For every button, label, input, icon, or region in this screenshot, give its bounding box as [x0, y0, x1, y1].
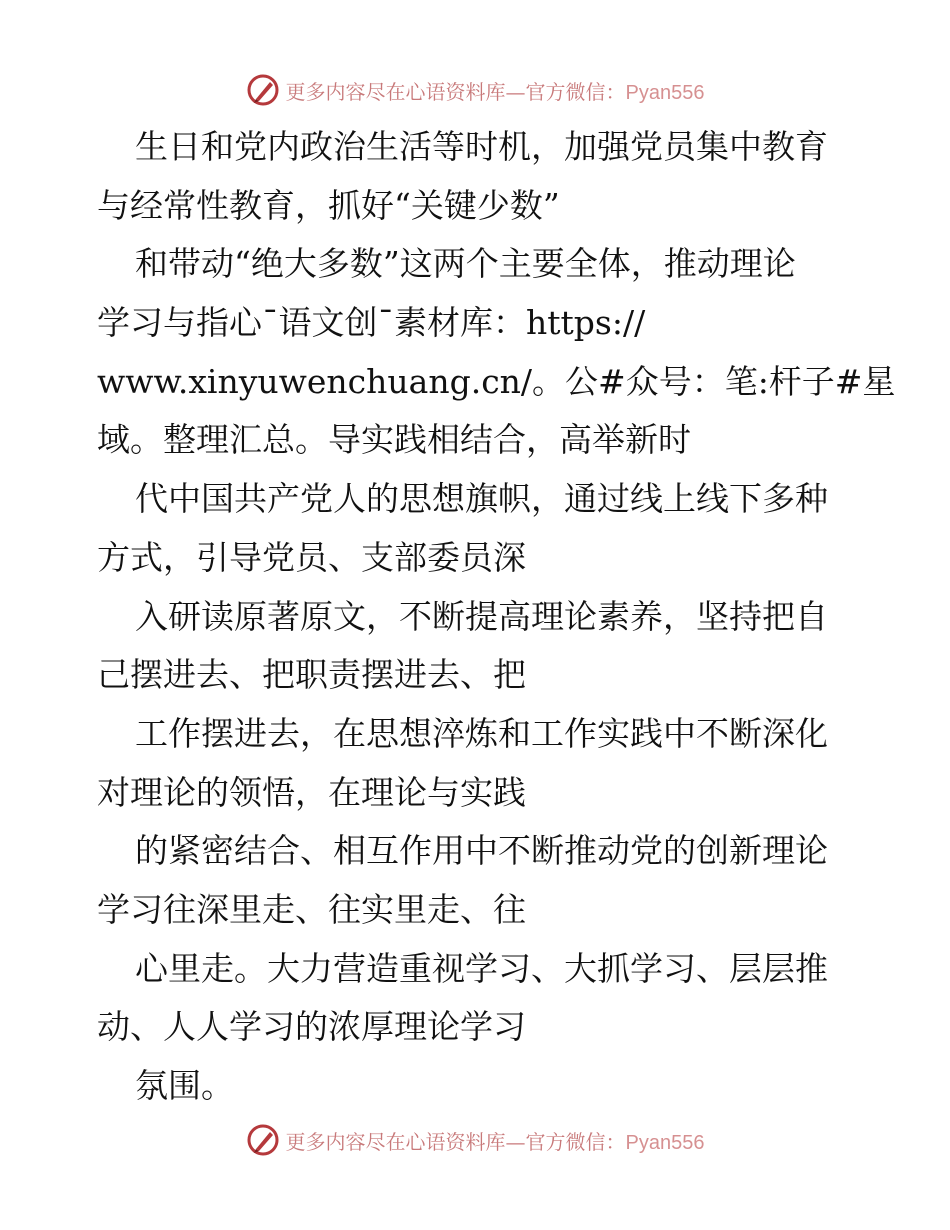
text-line: 方式，引导党员、支部委员深 [97, 537, 526, 577]
header-watermark [0, 70, 950, 110]
watermark-text: 更多内容尽在心语资料库—官方微信：Pyan556 [285, 79, 705, 104]
text-line: www.xinyuwenchuang.cn/。公#众号：笔:杆子#星 [97, 361, 896, 401]
text-line: 入研读原著原文，不断提高理论素养，坚持把自 [135, 596, 828, 636]
pen-logo-icon [246, 73, 280, 107]
text-line: 的紧密结合、相互作用中不断推动党的创新理论 [135, 831, 828, 871]
footer-watermark [0, 1120, 950, 1160]
text-line: 和带动“绝大多数”这两个主要全体，推动理论 [135, 244, 796, 284]
pen-logo-icon [246, 1123, 280, 1157]
text-line: 学习往深里走、往实里走、往 [97, 889, 526, 929]
text-line: 代中国共产党人的思想旗帜，通过线上线下多种 [135, 479, 828, 519]
text-line: 心里走。大力营造重视学习、大抓学习、层层推 [135, 948, 828, 988]
text-line: 动、人人学习的浓厚理论学习 [97, 1007, 526, 1047]
text-line: 氛围。 [135, 1066, 234, 1105]
text-line: 对理论的领悟，在理论与实践 [97, 772, 526, 812]
text-line: 己摆进去、把职责摆进去、把 [97, 655, 526, 695]
text-line: 学习与指心¯语文创¯素材库：https:// [97, 303, 646, 343]
body-text [97, 118, 896, 1116]
text-line: 与经常性教育，抓好“关键少数” [97, 185, 560, 225]
watermark-text: 更多内容尽在心语资料库—官方微信：Pyan556 [285, 1129, 705, 1154]
text-line: 工作摆进去，在思想淬炼和工作实践中不断深化 [135, 713, 828, 753]
text-line: 生日和党内政治生活等时机，加强党员集中教育 [135, 127, 828, 166]
text-line: 域。整理汇总。导实践相结合，高举新时 [97, 420, 691, 460]
